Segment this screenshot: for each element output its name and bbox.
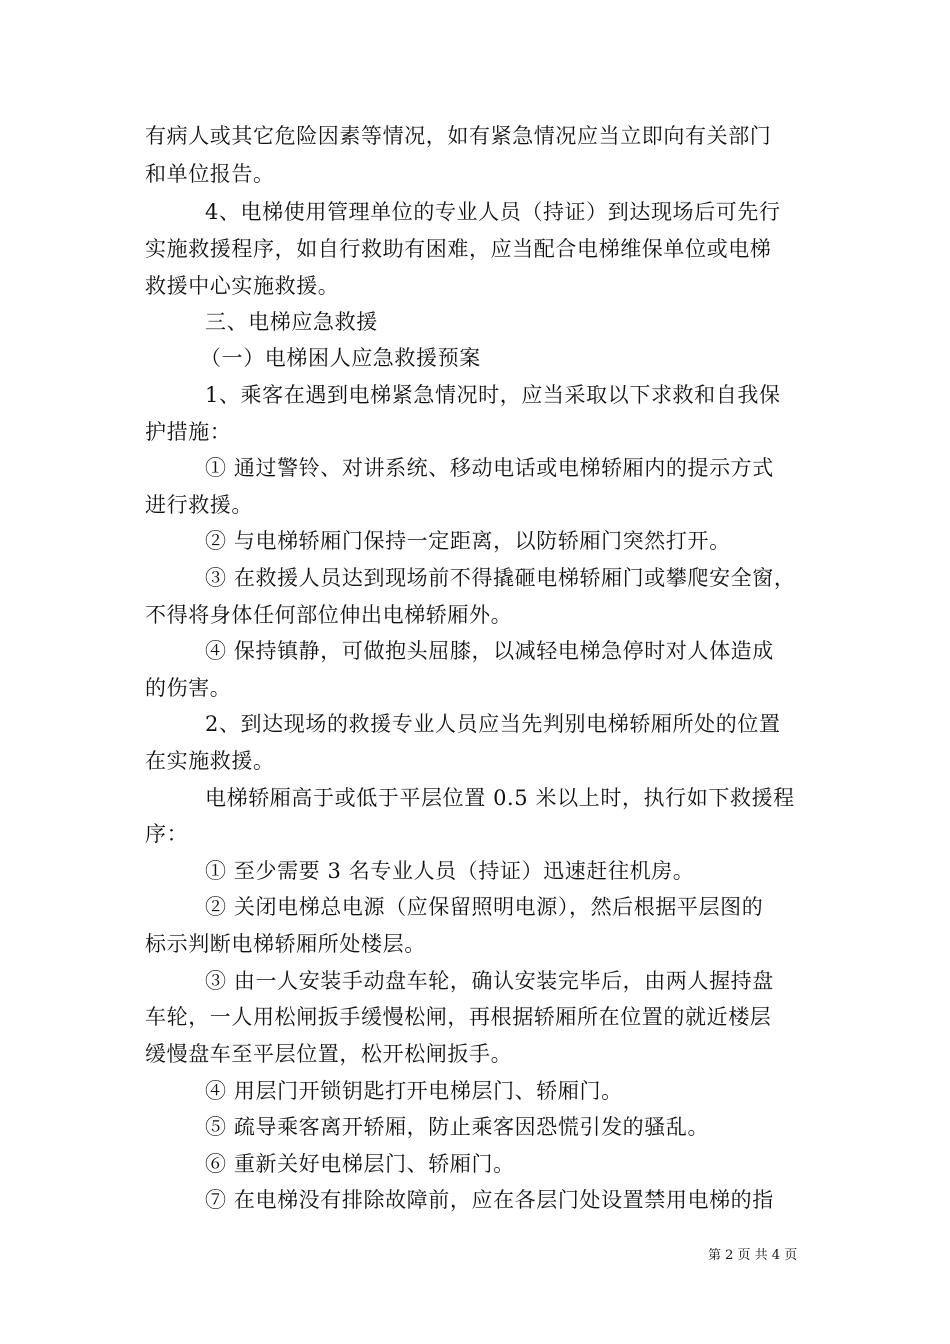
list-item-line: 进行救援。 bbox=[145, 493, 253, 517]
list-item-line: ④ 保持镇静，可做抱头屈膝，以减轻电梯急停时对人体造成 bbox=[205, 639, 774, 663]
list-item-line: ② 与电梯轿厢门保持一定距离，以防轿厢门突然打开。 bbox=[205, 529, 731, 553]
list-item-line: ⑦ 在电梯没有排除故障前，应在各层门处设置禁用电梯的指 bbox=[205, 1188, 774, 1212]
paragraph-line: 实施救援程序，如自行救助有困难，应当配合电梯维保单位或电梯 bbox=[145, 237, 772, 261]
list-item-line: 的伤害。 bbox=[145, 676, 232, 700]
paragraph-line: 有病人或其它危险因素等情况，如有紧急情况应当立即向有关部门 bbox=[145, 124, 772, 148]
list-item-line: 标示判断电梯轿厢所处楼层。 bbox=[145, 932, 426, 956]
list-item-line: ① 至少需要 3 名专业人员（持证）迅速赶往机房。 bbox=[205, 859, 695, 883]
subsection-heading: （一）电梯困人应急救援预案 bbox=[200, 346, 481, 370]
list-item-line: ⑥ 重新关好电梯层门、轿厢门。 bbox=[205, 1152, 515, 1176]
list-item-line: 不得将身体任何部位伸出电梯轿厢外。 bbox=[145, 603, 513, 627]
paragraph-line: 在实施救援。 bbox=[145, 749, 275, 773]
section-heading: 三、电梯应急救援 bbox=[205, 310, 378, 334]
list-item-line: 缓慢盘车至平层位置，松开松闸扳手。 bbox=[145, 1042, 513, 1066]
paragraph-line: 和单位报告。 bbox=[145, 162, 275, 186]
paragraph-line: 2、到达现场的救援专业人员应当先判别电梯轿厢所处的位置 bbox=[205, 712, 781, 736]
list-item-line: ③ 在救援人员达到现场前不得撬砸电梯轿厢门或攀爬安全窗， bbox=[205, 566, 796, 590]
page-number: 第 2 页 共 4 页 bbox=[708, 1248, 798, 1263]
paragraph-line: 护措施： bbox=[145, 420, 232, 444]
paragraph-line: 1、乘客在遇到电梯紧急情况时，应当采取以下求救和自我保 bbox=[205, 383, 781, 407]
list-item-line: ② 关闭电梯总电源（应保留照明电源），然后根据平层图的 bbox=[205, 895, 764, 919]
list-item-line: ③ 由一人安装手动盘车轮，确认安装完毕后，由两人握持盘 bbox=[205, 969, 774, 993]
paragraph-line: 电梯轿厢高于或低于平层位置 0.5 米以上时，执行如下救援程 bbox=[205, 786, 795, 810]
paragraph-line: 4、电梯使用管理单位的专业人员（持证）到达现场后可先行 bbox=[205, 200, 781, 224]
list-item-line: ⑤ 疏导乘客离开轿厢，防止乘客因恐慌引发的骚乱。 bbox=[205, 1115, 710, 1139]
paragraph-line: 序： bbox=[145, 822, 189, 846]
list-item-line: ④ 用层门开锁钥匙打开电梯层门、轿厢门。 bbox=[205, 1079, 623, 1103]
list-item-line: 车轮，一人用松闸扳手缓慢松闸，再根据轿厢所在位置的就近楼层 bbox=[145, 1005, 772, 1029]
paragraph-line: 救援中心实施救援。 bbox=[145, 274, 340, 298]
list-item-line: ① 通过警铃、对讲系统、移动电话或电梯轿厢内的提示方式 bbox=[205, 456, 774, 480]
